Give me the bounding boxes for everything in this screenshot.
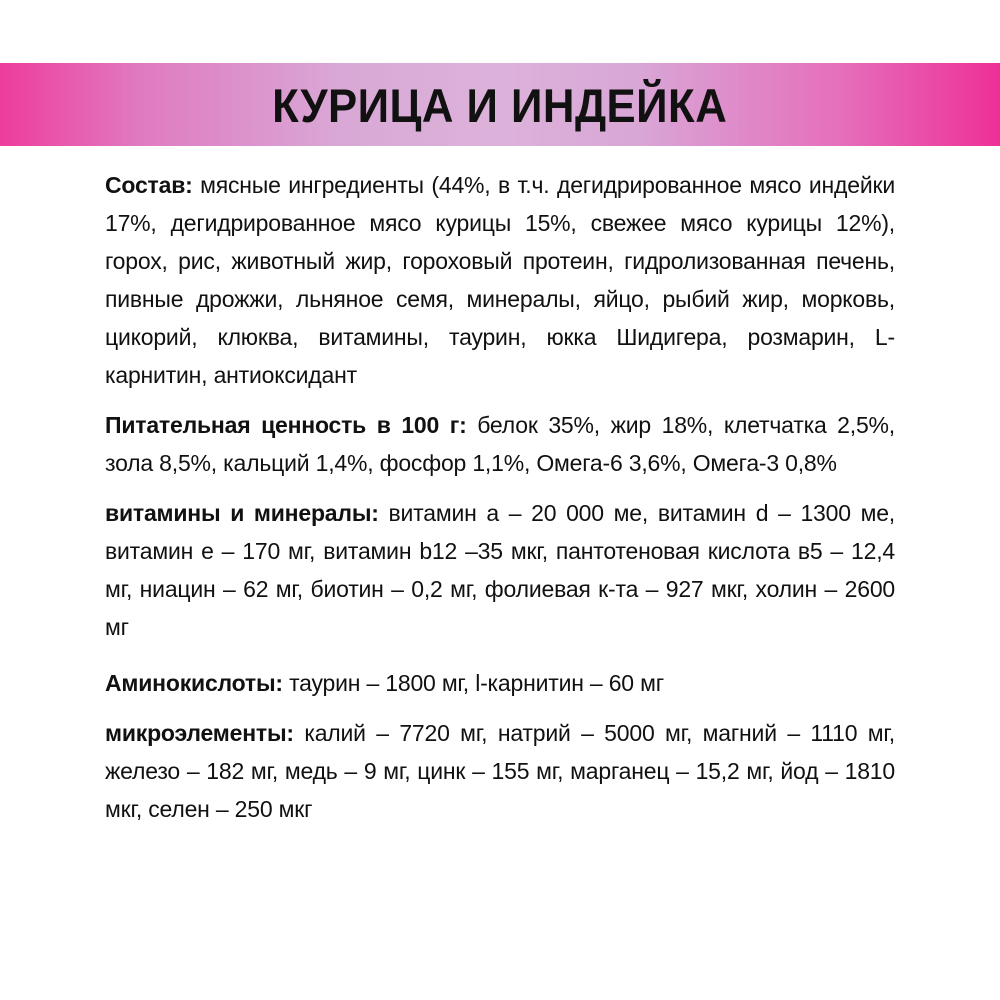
page-title: КУРИЦА И ИНДЕЙКА (272, 79, 728, 132)
nutrition-section (105, 406, 895, 482)
vitamins-label: витамины и минералы: (105, 500, 379, 526)
nutrition-text: белок 35%, жир 18%, клетчатка 2,5%, зола 8,5%, кальций 1,4%, фосфор 1,1%, Омега-6 3,6%, Омега-3 0,8% (105, 412, 895, 476)
trace-elements-text: калий – 7720 мг, натрий – 5000 мг, магний – 1110 мг, железо – 182 мг, медь – 9 мг, цинк – 155 мг, марганец – 15,2 мг, йод – 1810 мкг, селен – 250 мкг (105, 720, 895, 822)
product-composition (105, 166, 895, 828)
amino-acids-text: таурин – 1800 мг, l-карнитин – 60 мг (282, 670, 664, 696)
nutrition-label: Питательная ценность в 100 г: (105, 412, 467, 438)
title-banner (0, 63, 1000, 146)
composition-label: Состав: (105, 172, 193, 198)
trace-elements-label: микроэлементы: (105, 720, 294, 746)
amino-acids-label: Аминокислоты: (105, 670, 283, 696)
vitamins-text: витамин а – 20 000 ме, витамин d – 1300 ме, витамин е – 170 мг, витамин b12 –35 мкг, пантотеновая кислота в5 – 12,4 мг, ниацин – 62 мг, биотин – 0,2 мг, фолиевая к-та – 927 мкг, холин – 2600 мг (105, 500, 895, 640)
amino-acids-section (105, 664, 895, 702)
composition-text: мясные ингредиенты (44%, в т.ч. дегидрированное мясо индейки 17%, дегидрированное мясо курицы 15%, свежее мясо курицы 12%), горох, рис, животный жир, гороховый протеин, гидролизованная печень, пивные дрожжи, льняное семя, минералы, яйцо, рыбий жир, морковь, цикорий, клюква, витамины, таурин, юкка Шидигера, розмарин, L-карнитин, антиоксидант (105, 172, 895, 388)
composition-section (105, 166, 895, 394)
trace-elements-section (105, 714, 895, 828)
vitamins-section (105, 494, 895, 646)
